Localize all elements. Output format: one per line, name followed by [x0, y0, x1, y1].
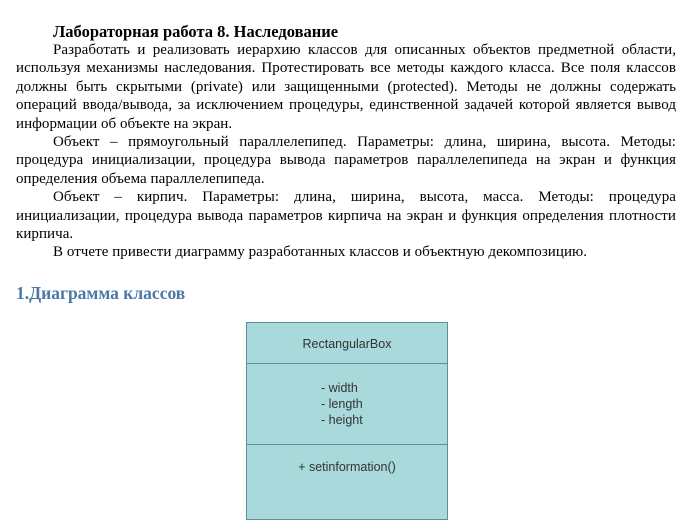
paragraph-box-object: Объект – прямоугольный параллелепипед. Параметры: длина, ширина, высота. Методы: процедура инициализации, процедура вывода параметров параллелепипеда на экран и функция определения объема параллелепипеда.	[16, 134, 676, 187]
uml-methods-section	[247, 445, 447, 519]
uml-method-setinformation: + setinformation()	[298, 460, 396, 474]
section-heading-class-diagram: 1.Диаграмма классов	[16, 283, 186, 303]
uml-attribute-height: - height	[321, 413, 363, 427]
uml-class-box	[246, 322, 448, 520]
uml-class-name: RectangularBox	[247, 323, 447, 364]
uml-attributes-section	[247, 364, 447, 445]
paragraph-task: Разработать и реализовать иерархию классов для описанных объектов предметной области, используя механизмы наследования. Протестировать все методы каждого класса. Все поля классов должны быть скрытыми (private) или защищенными (protected). Методы не должны содержать операций ввода/вывода, за исключением процедуры, единственной задачей которой является вывод информации об объекте на экран.	[16, 42, 676, 132]
paragraph-report: В отчете привести диаграмму разработанных классов и объектную декомпозицию.	[53, 244, 588, 261]
document-body	[16, 22, 676, 262]
uml-attribute-width: - width	[321, 381, 358, 395]
document-title: Лабораторная работа 8. Наследование	[53, 22, 339, 41]
paragraph-brick-object: Объект – кирпич. Параметры: длина, ширина, высота, масса. Методы: процедура инициализации, процедура вывода параметров кирпича на экран и функция определения плотности кирпича.	[16, 189, 676, 243]
uml-attribute-length: - length	[321, 397, 363, 411]
